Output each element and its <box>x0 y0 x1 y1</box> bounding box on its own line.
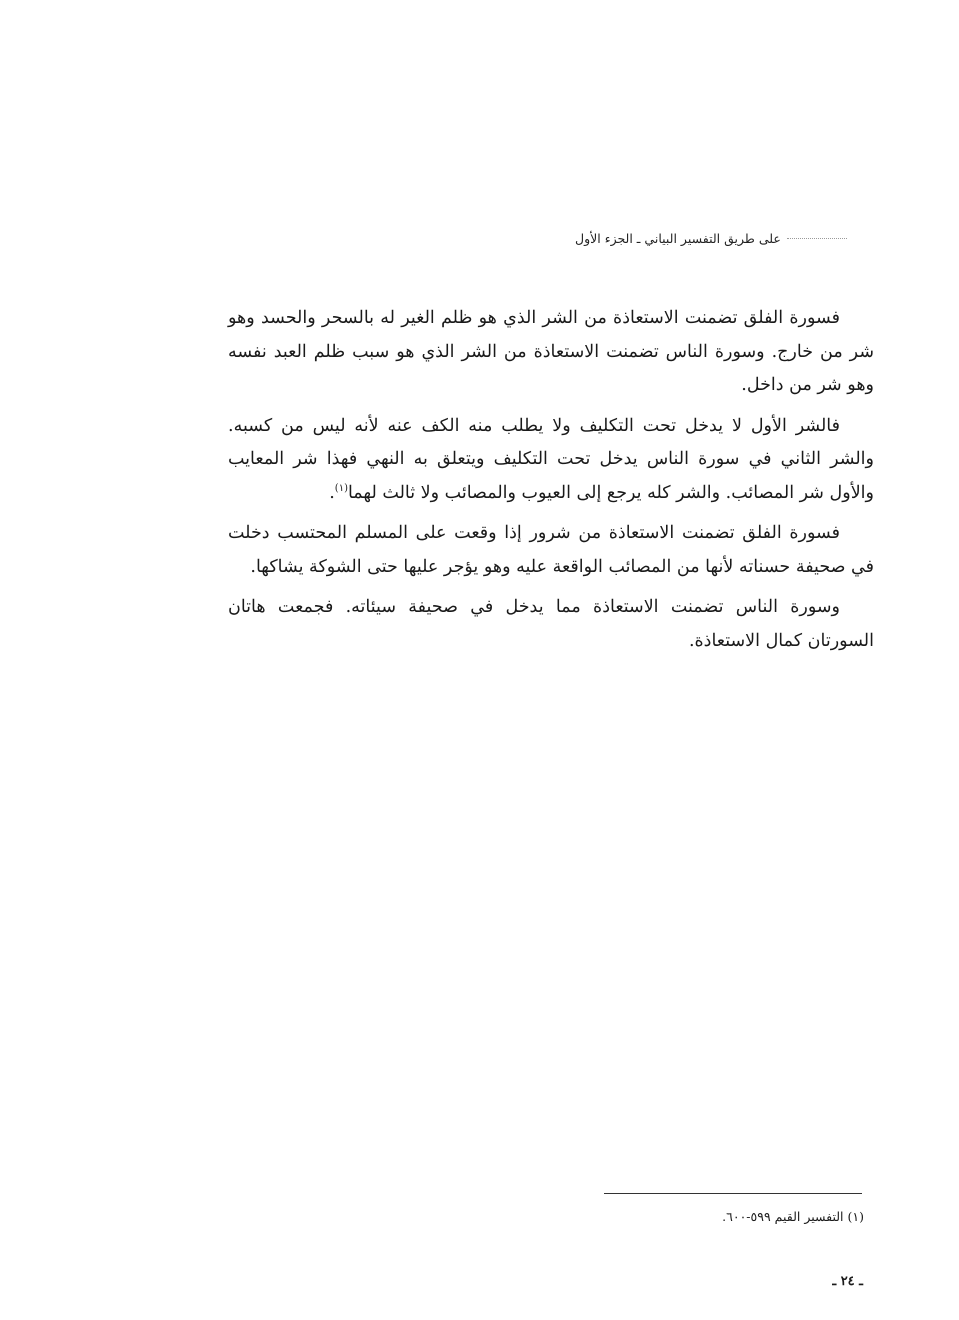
running-header-rule <box>787 238 847 239</box>
running-header-title: على طريق التفسير البياني ـ الجزء الأول <box>575 230 781 246</box>
footnote: (١) التفسير القيم ٥٩٩-٦٠٠. <box>722 1209 864 1224</box>
paragraph-2-text: فالشر الأول لا يدخل تحت التكليف ولا يطلب منه الكف عنه لأنه ليس من كسبه. والشر الثاني في سورة الناس يدخل تحت التكليف ويتعلق به النهي فهذا شر المعايب والأول شر المصائب. والشر كله يرجع إلى العيوب والمصائب ولا ثالث لهما <box>228 415 874 503</box>
paragraph-3: فسورة الفلق تضمنت الاستعاذة من شرور إذا وقعت على المسلم المحتسب دخلت في صحيفة حسناته لأنها من المصائب الواقعة عليه وهو يؤجر عليها حتى الشوكة يشاكها. <box>228 523 874 577</box>
paragraph-2 <box>228 410 874 511</box>
body-text <box>228 302 874 665</box>
running-header <box>575 226 875 250</box>
paragraph-4: وسورة الناس تضمنت الاستعاذة مما يدخل في صحيفة سيئاته. فجمعت هاتان السورتان كمال الاستعاذة. <box>228 597 874 651</box>
paragraph-1: فسورة الفلق تضمنت الاستعاذة من الشر الذي هو ظلم الغير له بالسحر والحسد وهو شر من خارج. وسورة الناس تضمنت الاستعاذة من الشر الذي هو سبب ظلم العبد نفسه وهو شر من داخل. <box>228 308 874 395</box>
footnote-separator <box>604 1193 862 1194</box>
page-number: ـ ٢٤ ـ <box>832 1274 863 1289</box>
paragraph-2-end: . <box>329 482 335 503</box>
footnote-reference: (١) <box>334 482 348 494</box>
